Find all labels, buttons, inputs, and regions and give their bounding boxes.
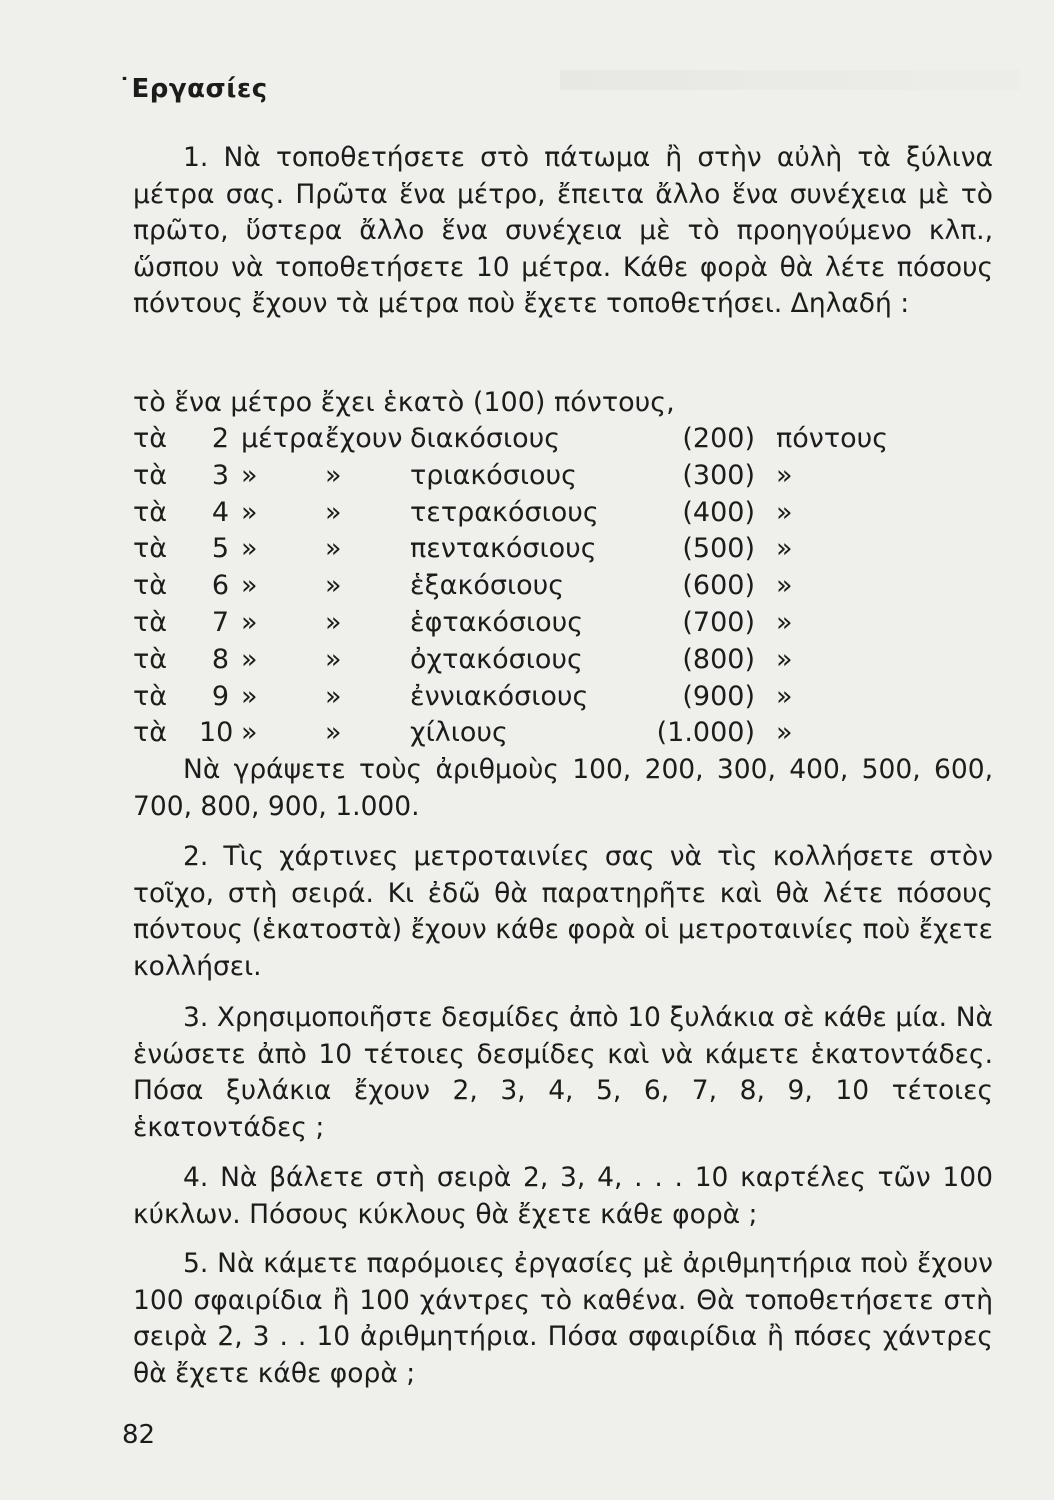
table-cell-word: ἑξακόσιους [410,570,565,602]
table-cell-art: τὰ [133,717,168,749]
table-cell-num: 3 [211,459,229,491]
task-4-paragraph [133,1160,993,1233]
section-heading: ˙Εργασίες [118,74,268,104]
table-cell-unit2: » [776,570,793,602]
task-3-paragraph [133,1000,993,1146]
table-cell-num: 7 [211,607,229,638]
table-cell-verb: » [325,570,342,602]
table-cell-unit: » [241,533,258,565]
table-cell-unit: » [241,459,258,491]
show-through-text [560,70,1020,90]
table-cell-verb: » [325,607,342,638]
table-cell-art: τὰ [133,570,168,602]
table-cell-verb: » [325,459,342,491]
table-cell-paren: (700) [682,607,755,638]
page-number: 82 [122,1420,156,1450]
table-cell-unit2: » [776,533,793,565]
table-cell-art: τὰ [133,423,168,454]
task-3-number: 3. [183,1002,209,1033]
table-cell-art: τὰ [133,643,168,675]
table-cell-unit2: » [776,459,793,491]
table-cell-verb: » [325,533,342,565]
table-cell-art: τὰ [133,533,168,565]
table-cell-verb: » [325,717,342,749]
table-cell-word: ἑφτακόσιους [410,607,584,638]
table-cell-unit: » [241,680,258,712]
table-cell-unit2: » [776,643,793,675]
task-3-text: Χρησιμοποιῆστε δεσμίδες ἀπὸ 10 ξυλάκια σὲ κάθε μία. Νὰ ἑνώσετε ἀπὸ 10 τέτοιες δεσμίδες καὶ νὰ κάμετε ἑκατοντάδες. Πόσα ξυλάκια ἔχουν 2, 3, 4, 5, 6, 7, 8, 9, 10 τέτοιες ἑκατοντάδες ; [133,1002,993,1143]
table-cell-word: διακόσιους [410,423,561,454]
table-cell-num: 5 [211,533,229,565]
task-5-text: Νὰ κάμετε παρόμοιες ἐργασίες μὲ ἀριθμητήρια ποὺ ἔχουν 100 σφαιρίδια ἢ 100 χάντρες τὸ καθένα. Θὰ τοποθετήσετε στὴ σειρὰ 2, 3 . . 10 ἀριθμητήρια. Πόσα σφαιρίδια ἢ πόσες χάντρες θὰ ἔχετε κάθε φορὰ ; [133,1248,993,1389]
table-cell-art: τὰ [133,680,168,712]
table-cell-unit2: » [776,717,793,749]
task-1-number: 1. [183,142,209,173]
task-2-paragraph [133,839,993,985]
table-cell-num: 2 [211,423,229,454]
table-cell-paren: (600) [682,570,755,602]
task-4-number: 4. [183,1162,209,1193]
write-numbers-paragraph [133,752,993,825]
table-cell-verb: » [325,496,342,528]
table-cell-unit2: πόντους [776,423,889,454]
table-cell-num: 10 [199,717,234,749]
table-cell-art: τὰ [133,496,168,528]
table-cell-word: πεντακόσιους [410,533,597,565]
table-cell-unit: » [241,496,258,528]
table-cell-unit: » [241,607,258,638]
write-numbers-text: Νὰ γράψετε τοὺς ἀριθμοὺς 100, 200, 300, 400, 500, 600, 700, 800, 900, 1.000. [133,754,993,822]
table-cell-unit2: » [776,680,793,712]
table-cell-art: τὰ [133,459,168,491]
table-cell-unit2: » [776,496,793,528]
table-cell-verb: » [325,643,342,675]
task-2-number: 2. [183,841,209,872]
task-4-text: Νὰ βάλετε στὴ σειρὰ 2, 3, 4, . . . 10 καρτέλες τῶν 100 κύκλων. Πόσους κύκλους θὰ ἔχετε κάθε φορὰ ; [133,1162,993,1230]
task-1-paragraph [133,140,993,323]
table-cell-num: 4 [211,496,229,528]
task-1-text: Νὰ τοποθετήσετε στὸ πάτωμα ἢ στὴν αὐλὴ τὰ ξύλινα μέτρα σας. Πρῶτα ἕνα μέτρο, ἔπειτα ἄλλο ἕνα συνέχεια μὲ τὸ πρῶτο, ὕστερα ἄλλο ἕνα συνέχεια μὲ τὸ προηγούμενο κλπ., ὥσπου νὰ τοποθετήσετε 10 μέτρα. Κάθε φορὰ θὰ λέτε πόσους πόντους ἔχουν τὰ μέτρα ποὺ ἔχετε τοποθετήσει. Δηλαδή : [133,142,993,319]
table-cell-paren: (500) [682,533,755,565]
table-cell-paren: (900) [682,680,755,712]
table-cell-num: 8 [211,643,229,675]
table-cell-paren: (300) [682,459,755,491]
table-cell-paren: (400) [682,496,755,528]
table-cell-paren: (800) [682,643,755,675]
table-cell-num: 6 [211,570,229,602]
table-cell-verb: » [325,680,342,712]
table-cell-word: ἐννιακόσιους [410,680,589,712]
task-2-text: Τὶς χάρτινες μετροταινίες σας νὰ τὶς κολλήσετε στὸν τοῖχο, στὴ σειρά. Κι ἐδῶ θὰ παρατηρῆτε καὶ θὰ λέτε πόσους πόντους (ἑκατοστὰ) ἔχουν κάθε φορὰ οἱ μετροταινίες ποὺ ἔχετε κολλήσει. [133,841,993,982]
table-cell-art: τὰ [133,607,168,638]
task-5-paragraph [133,1246,993,1392]
table-cell-word: τετρακόσιους [410,496,599,528]
table-cell-unit2: » [776,607,793,638]
table-cell-num: 9 [211,680,229,712]
task-5-number: 5. [183,1248,209,1279]
table-cell-word: ὀχτακόσιους [410,643,583,675]
table-cell-paren: (200) [682,423,755,454]
table-cell-unit: » [241,570,258,602]
table-cell-verb: ἔχουν [325,423,403,454]
table-cell-word: χίλιους [410,717,508,749]
table-cell-paren: (1.000) [656,717,755,749]
table-cell-unit: μέτρα [241,423,324,454]
first-line: τὸ ἕνα μέτρο ἔχει ἑκατὸ (100) πόντους, [133,387,675,418]
table-cell-unit: » [241,717,258,749]
table-cell-word: τριακόσιους [410,459,577,491]
table-cell-unit: » [241,643,258,675]
